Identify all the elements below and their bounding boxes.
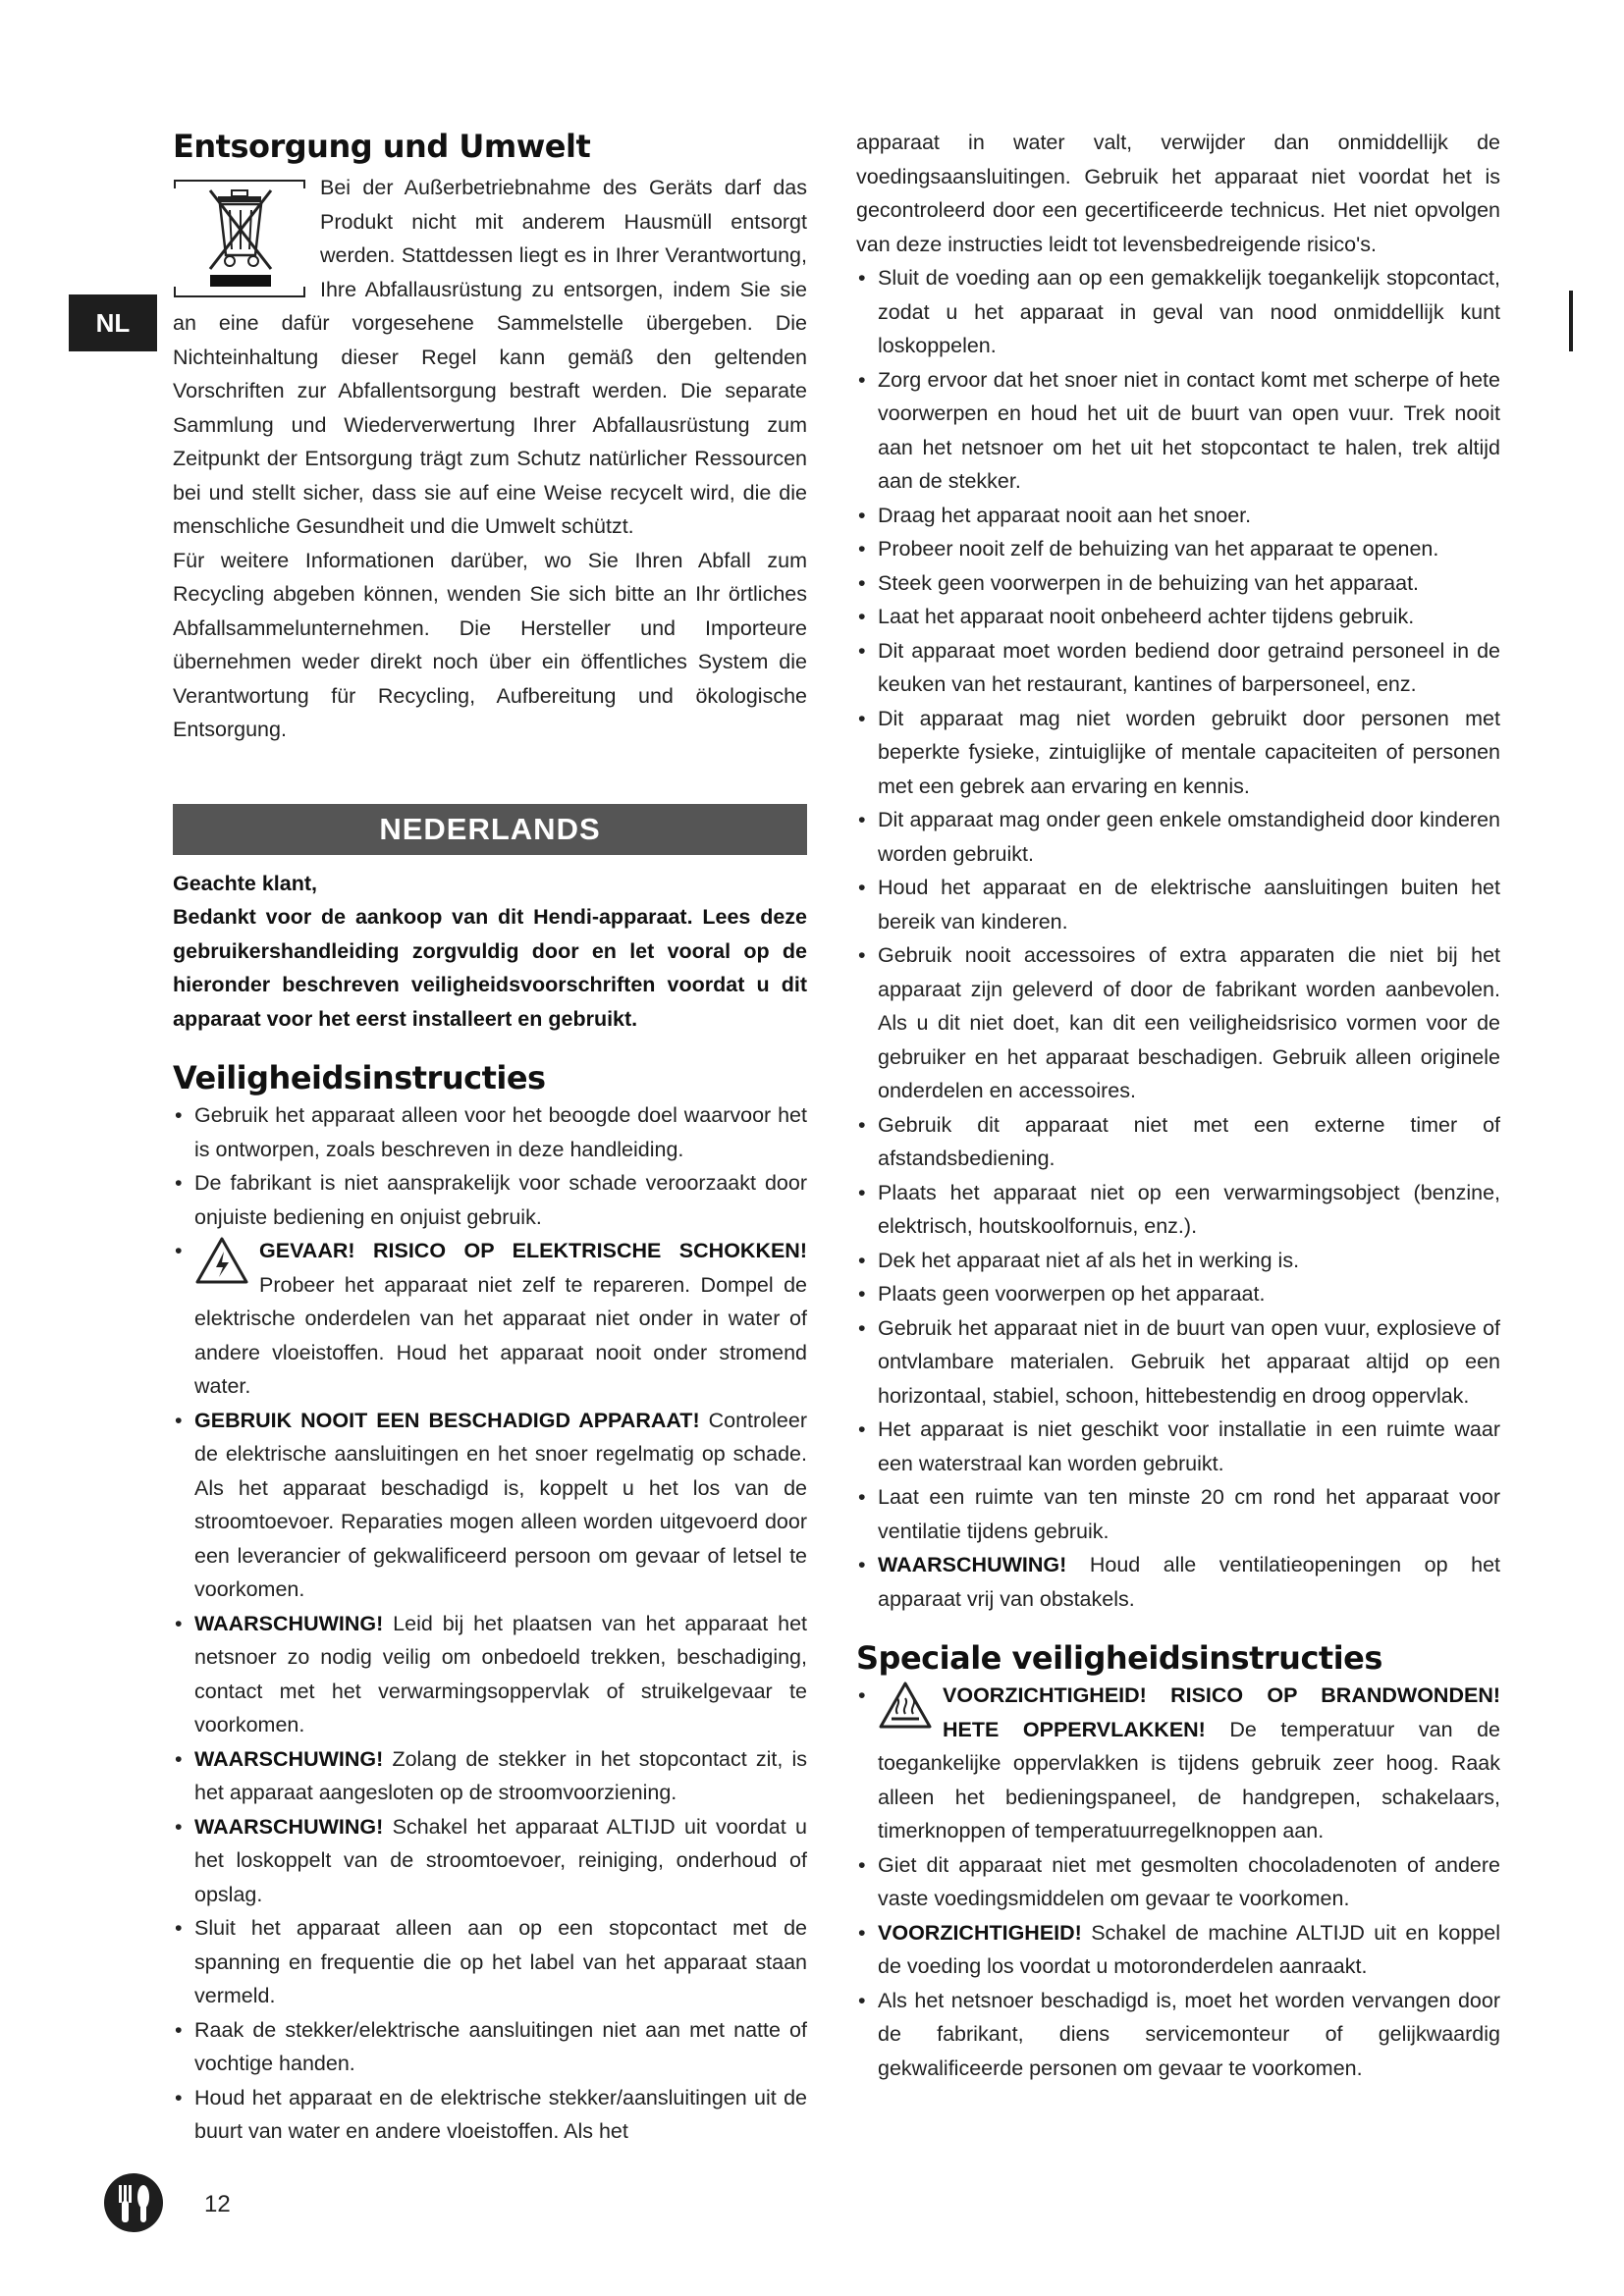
list-item: • GEBRUIK NOOIT EEN BESCHADIGD APPARAAT! Controleer de elektrische aansluitingen en het snoer regelmatig op schade. Als het apparaat beschadigd is, koppelt u het los van de stroomtoevoer. Reparaties mogen alleen worden uitgevoerd door een leverancier of gekwalificeerd persoon om gevaar of letsel te voorkomen.	[175, 1408, 807, 1601]
list-item: • Sluit de voeding aan op een gemakkelijk toegankelijk stopcontact, zodat u het apparaat in geval van nood onmiddellijk kunt loskoppelen.	[858, 266, 1500, 357]
list-item: • Plaats geen voorwerpen op het apparaat.	[858, 1282, 1266, 1306]
list-item: • Plaats het apparaat niet op een verwarmingsobject (benzine, elektrisch, houtskoolfornuis, enz.).	[858, 1180, 1500, 1238]
list-item: • Dit apparaat mag onder geen enkele omstandigheid door kinderen worden gebruikt.	[858, 808, 1500, 866]
list-item: • WAARSCHUWING! Houd alle ventilatieopeningen op het apparaat vrij van obstakels.	[858, 1553, 1500, 1611]
list-item: • Raak de stekker/elektrische aansluitingen niet aan met natte of vochtige handen.	[175, 2017, 807, 2075]
list-item: • Probeer nooit zelf de behuizing van het apparaat te openen.	[858, 537, 1439, 561]
disposal-paragraph-2: Für weitere Informationen darüber, wo Sie Ihren Abfall zum Recycling abgeben können, wenden Sie sich bitte an Ihr örtliches Abfallsammelunternehmen. Die Hersteller und Importeure übernehmen weder direkt noch über ein öffentliches System die Verantwortung für Recycling, Aufbereitung und ökologische Entsorgung.	[173, 548, 807, 741]
list-item: • Dit apparaat moet worden bediend door getraind personeel in de keuken van het restaurant, kantines of barpersoneel, enz.	[858, 638, 1500, 696]
list-item: • Draag het apparaat nooit aan het snoer.	[858, 503, 1252, 527]
list-item: • WAARSCHUWING! Zolang de stekker in het stopcontact zit, is het apparaat aangesloten op de stroomvoorziening.	[175, 1746, 807, 1804]
safety-list	[173, 1098, 807, 2149]
list-item: • GEVAAR! RISICO OP ELEKTRISCHE SCHOKKEN! Probeer het apparaat niet zelf te repareren. Dompel de elektrische onderdelen van het apparaat niet onder in water of andere vloeistoffen. Houd het apparaat nooit onder stromend water.	[173, 1234, 807, 1404]
list-item: • Sluit het apparaat alleen aan op een stopcontact met de spanning en frequentie die op het label van het apparaat staan vermeld.	[175, 1916, 807, 2007]
margin-marker	[1569, 291, 1573, 351]
special-safety-list	[856, 1679, 1500, 2085]
right-column	[856, 126, 1500, 2085]
list-item: • Gebruik het apparaat alleen voor het beoogde doel waarvoor het is ontworpen, zoals beschreven in deze handleiding.	[175, 1103, 807, 1161]
list-item: • Gebruik nooit accessoires of extra apparaten die niet bij het apparaat zijn geleverd of door de fabrikant worden aanbevolen. Als u dit niet doet, kan dit een veiligheidsrisico vormen voor de gebruiker en het apparaat beschadigen. Gebruik alleen originele onderdelen en accessoires.	[858, 943, 1500, 1102]
section-nederlands-banner: NEDERLANDS	[173, 804, 807, 855]
intro-paragraph: Bedankt voor de aankoop van dit Hendi-apparaat. Lees deze gebruikershandleiding zorgvuldig door en let vooral op de hieronder beschreven veiligheidsvoorschriften voordat u dit apparaat voor het eerst installeert en gebruikt.	[173, 905, 807, 1031]
list-item: • VOORZICHTIGHEID! RISICO OP BRANDWONDEN! HETE OPPERVLAKKEN! De temperatuur van de toegankelijke oppervlakken is tijdens gebruik zeer hoog. Raak alleen het bedieningspaneel, de handgrepen, schakelaars, timerknoppen of temperatuurregelknoppen aan.	[856, 1679, 1500, 1848]
list-item: • Dek het apparaat niet af als het in werking is.	[858, 1248, 1300, 1272]
page-number: 12	[204, 2191, 231, 2217]
list-item: • De fabrikant is niet aansprakelijk voor schade veroorzaakt door onjuiste bediening en onjuist gebruik.	[175, 1171, 807, 1229]
safety-list-continued	[856, 261, 1500, 1616]
list-item: • Houd het apparaat en de elektrische stekker/aansluitingen uit de buurt van water en andere vloeistoffen. Als het	[175, 2085, 807, 2143]
list-item: • Gebruik dit apparaat niet met een externe timer of afstandsbediening.	[858, 1112, 1500, 1170]
disposal-heading: Entsorgung und Umwelt	[173, 128, 591, 165]
list-item: • Laat een ruimte van ten minste 20 cm rond het apparaat voor ventilatie tijdens gebruik.	[858, 1485, 1500, 1543]
list-item: • VOORZICHTIGHEID! Schakel de machine ALTIJD uit en koppel de voeding los voordat u motoronderdelen aanraakt.	[858, 1920, 1500, 1978]
list-item: • Dit apparaat mag niet worden gebruikt door personen met beperkte fysieke, zintuiglijke of mentale capaciteiten of personen met een gebrek aan ervaring en kennis.	[858, 706, 1500, 798]
hendi-cutlery-logo-icon	[102, 2171, 165, 2234]
list-item: • Houd het apparaat en de elektrische aansluitingen buiten het bereik van kinderen.	[858, 876, 1500, 934]
continued-paragraph: apparaat in water valt, verwijder dan onmiddellijk de voedingsaansluitingen. Gebruik het apparaat niet voordat het is gecontroleerd door een gecertificeerde technicus. Het niet opvolgen van deze instructies leidt tot levensbedreigende risico's.	[856, 131, 1500, 256]
list-item: • Als het netsnoer beschadigd is, moet het worden vervangen door de fabrikant, diens servicemonteur of gelijkwaardig gekwalificeerde personen om gevaar te voorkomen.	[858, 1988, 1500, 2080]
greeting: Geachte klant,	[173, 871, 317, 895]
list-item: • Giet dit apparaat niet met gesmolten chocoladenoten of andere vaste voedingsmiddelen om gevaar te voorkomen.	[858, 1852, 1500, 1910]
list-item: • Laat het apparaat nooit onbeheerd achter tijdens gebruik.	[858, 605, 1415, 628]
electric-shock-warning-icon	[194, 1236, 249, 1285]
special-safety-heading: Speciale veiligheidsinstructies	[856, 1639, 1382, 1677]
list-item: • Gebruik het apparaat niet in de buurt van open vuur, explosieve of ontvlambare materialen. Gebruik het apparaat altijd op een horizontaal, stabiel, schoon, hittebestendig en droog oppervlak.	[858, 1315, 1500, 1408]
list-item: • Het apparaat is niet geschikt voor installatie in een ruimte waar een waterstraal kan worden gebruikt.	[858, 1417, 1500, 1475]
weee-bin-icon	[173, 177, 306, 302]
safety-heading: Veiligheidsinstructies	[173, 1059, 546, 1096]
language-tab: NL	[69, 294, 157, 351]
hot-surface-warning-icon	[878, 1681, 933, 1730]
left-column	[173, 126, 807, 2149]
list-item: • Steek geen voorwerpen in de behuizing van het apparaat.	[858, 570, 1420, 595]
disposal-paragraph-1: Bei der Außerbetriebnahme des Geräts darf das Produkt nicht mit anderem Hausmüll entsorgt werden. Stattdessen liegt es in Ihrer Verantwortung, Ihre Abfallausrüstung zu entsorgen, indem Sie sie an eine dafür vorgesehene Sammelstelle übergeben. Die Nichteinhaltung dieser Regel kann gemäß den geltenden Vorschriften zur Abfallentsorgung bestraft werden. Die separate Sammlung und Wiederverwertung Ihrer Abfallausrüstung zum Zeitpunkt der Entsorgung trägt zum Schutz natürlicher Ressourcen bei und stellt sicher, dass sie auf eine Weise recycelt wird, die die menschliche Gesundheit und die Umwelt schützt.	[173, 176, 807, 538]
list-item: • Zorg ervoor dat het snoer niet in contact komt met scherpe of hete voorwerpen en houd het uit de buurt van open vuur. Trek nooit aan het netsnoer om het uit het stopcontact te halen, trek altijd aan de stekker.	[858, 367, 1500, 493]
list-item: • WAARSCHUWING! Schakel het apparaat ALTIJD uit voordat u het loskoppelt van de stroomtoevoer, reiniging, onderhoud of opslag.	[175, 1814, 807, 1906]
list-item: • WAARSCHUWING! Leid bij het plaatsen van het apparaat het netsnoer zo nodig veilig om onbedoeld trekken, beschadiging, contact met het verwarmingsoppervlak of struikelgevaar te voorkomen.	[175, 1611, 807, 1736]
